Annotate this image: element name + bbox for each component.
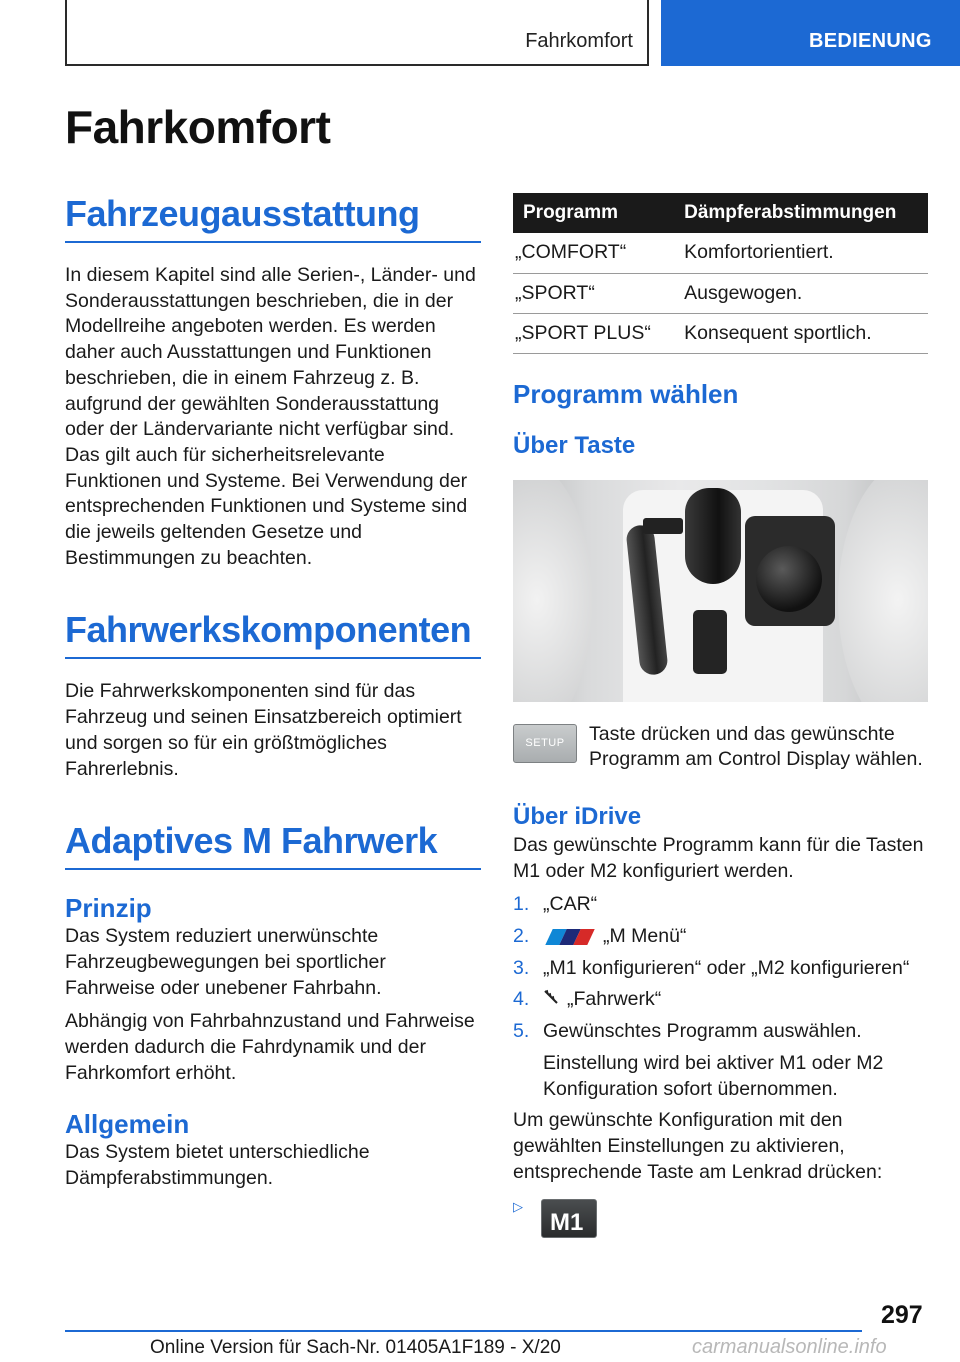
step5-note: Einstellung wird bei aktiver M1 oder M2 Konfiguration sofort übernommen. [543, 1051, 884, 1100]
center-console-photo [513, 480, 928, 702]
heading-ueber-taste: Über Taste [513, 431, 636, 459]
bullet-triangle-icon: ▷ [513, 1199, 523, 1215]
m1-key-label: M1 [550, 1209, 584, 1235]
header-section-tab [661, 0, 960, 66]
suspension-icon [543, 989, 559, 1005]
heading-ueber-idrive: Über iDrive [513, 802, 642, 830]
table-header-daempfer: Dämpferabstimmungen [670, 193, 928, 233]
heading-prinzip: Prinzip [65, 893, 152, 924]
text-idrive: Das gewünschte Programm kann für die Tasten M1 oder M2 konfiguriert werden. [513, 833, 924, 882]
heading-fahrzeugausstattung: Fahrzeugausstattung [65, 193, 481, 243]
table-cell: „SPORT“ [513, 273, 670, 313]
table-cell: Konsequent sportlich. [670, 313, 928, 353]
footer-online-version: Online Version für Sach-Nr. 01405A1F189 - X/20 [150, 1337, 561, 1358]
header-chapter-box [65, 0, 649, 66]
table-header-row [513, 193, 928, 233]
text-fahrwerkskomponenten: Die Fahrwerkskomponenten sind für das Fahrzeug und seinen Einsatzbereich optimiert und sorgen so für ein größtmögliches Fahrerlebnis. [65, 680, 462, 780]
heading-allgemein: Allgemein [65, 1109, 190, 1140]
m-stripes-icon [543, 929, 595, 945]
damping-table [513, 193, 928, 354]
setup-key-icon [513, 724, 577, 763]
left-column [65, 193, 481, 1192]
m1-key-icon [541, 1199, 597, 1238]
table-cell: Ausgewogen. [670, 273, 928, 313]
text-prinzip-2: Abhängig von Fahrbahnzustand und Fahrweise werden dadurch die Fahrdynamik und der Fahrkomfort erhöht. [65, 1010, 475, 1084]
page-title: Fahrkomfort [65, 101, 331, 153]
footer-divider [65, 1330, 862, 1332]
setup-instruction [513, 722, 928, 773]
page-number: 297 [881, 1301, 923, 1329]
table-cell: „SPORT PLUS“ [513, 313, 670, 353]
text-allgemein: Das System bietet unterschiedliche Dämpferabstimmungen. [65, 1141, 370, 1190]
steps-list [513, 892, 928, 1102]
watermark: carmanualsonline.info [692, 1336, 887, 1358]
list-item: 3. „M1 konfigurieren“ oder „M2 konfigurieren“ [513, 956, 910, 979]
text-fahrzeugausstattung: In diesem Kapitel sind alle Serien-, Länder- und Sonderausstattungen beschrieben, die in der Modellreihe angeboten werden. Es werden daher auch Ausstattungen und Funktionen beschrieben, die in einem Fahrzeug z. B. aufgrund der gewählten Sonderausstattung oder der Ländervariante nicht verfügbar sind. Das gilt auch für sicherheitsrelevante Funktionen und Systeme. Bei Verwendung der entsprechenden Funktionen und Systeme sind die jeweils geltenden Gesetze und Bestimmungen zu beachten. [65, 264, 476, 569]
heading-adaptives-m-fahrwerk: Adaptives M Fahrwerk [65, 820, 481, 870]
list-item: 2. „M Menü“ [513, 925, 687, 948]
table-row [513, 273, 928, 313]
table-cell: „COMFORT“ [513, 233, 670, 273]
m1-key-row [513, 1199, 928, 1238]
right-column [513, 193, 928, 1238]
table-header-programm: Programm [513, 193, 670, 233]
header-section: BEDIENUNG [809, 30, 932, 52]
setup-key-label: SETUP [525, 737, 565, 749]
header-chapter: Fahrkomfort [525, 30, 633, 52]
list-item: 4. „Fahrwerk“ [513, 988, 662, 1011]
heading-programm-waehlen: Programm wählen [513, 378, 739, 409]
table-row [513, 233, 928, 273]
heading-fahrwerkskomponenten: Fahrwerkskomponenten [65, 609, 481, 659]
table-cell: Komfortorientiert. [670, 233, 928, 273]
text-prinzip-1: Das System reduziert unerwünschte Fahrzeugbewegungen bei sportlicher Fahrweise oder unebener Fahrbahn. [65, 925, 386, 999]
text-final: Um gewünschte Konfiguration mit den gewählten Einstellungen zu aktivieren, entsprechende Taste am Lenkrad drücken: [513, 1109, 883, 1183]
text-setup: Taste drücken und das gewünschte Programm am Control Display wählen. [589, 722, 923, 771]
table-row [513, 313, 928, 353]
list-item: 1. „CAR“ [513, 893, 598, 916]
list-item: 5. Gewünschtes Programm auswählen. Einstellung wird bei aktiver M1 oder M2 Konfiguration sofort übernommen. [513, 1019, 928, 1102]
